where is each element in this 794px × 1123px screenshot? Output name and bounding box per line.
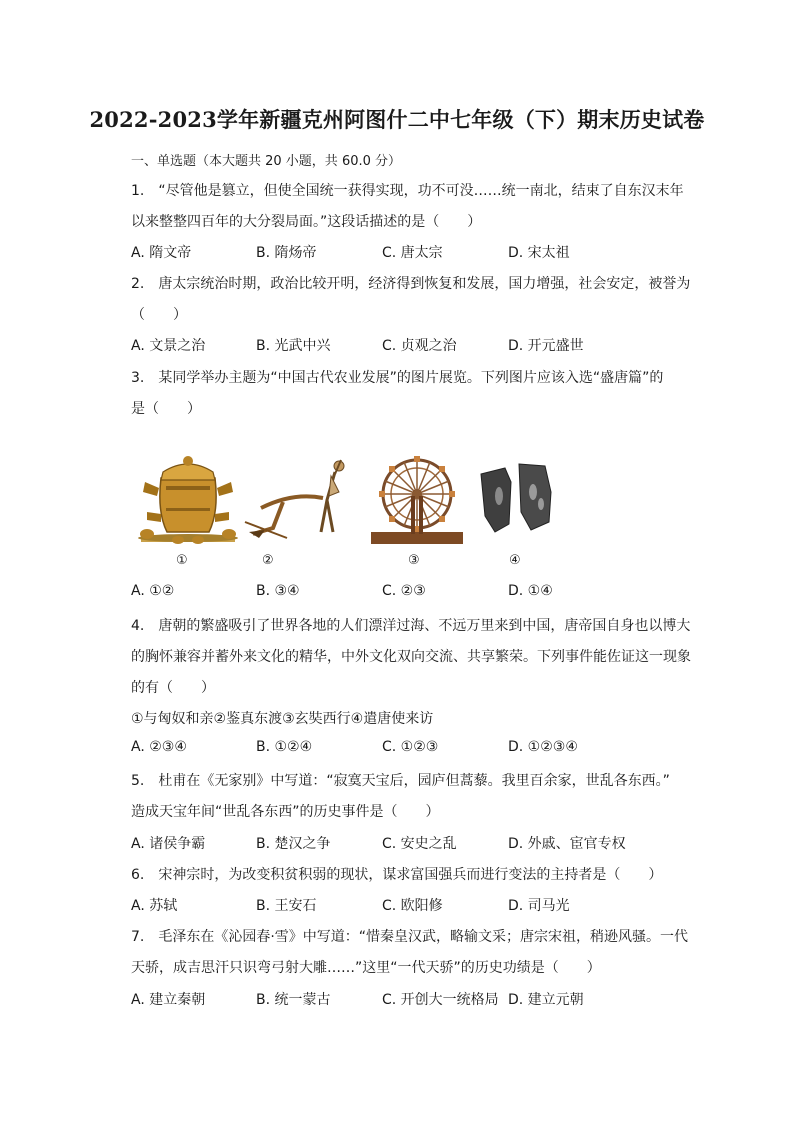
option-c[interactable]: C. 安史之乱 — [382, 836, 457, 852]
option-b[interactable]: B. 隋炀帝 — [256, 245, 317, 261]
option-b[interactable]: B. 统一蒙古 — [256, 992, 331, 1008]
question-2-line-2: （ ） — [131, 307, 187, 323]
option-a[interactable]: A. 苏轼 — [131, 898, 178, 914]
section-heading: 一、单选题（本大题共 20 小题，共 60.0 分） — [131, 154, 402, 169]
question-4-statements: ①与匈奴和亲②鉴真东渡③玄奘西行④遣唐使来访 — [131, 711, 434, 727]
question-5-line-2: 造成天宝年间“世乱各东西”的历史事件是（ ） — [131, 804, 440, 820]
seismograph-image — [133, 452, 243, 550]
question-6-line-1: 6. 宋神宗时，为改变积贫积弱的现状，谋求富国强兵而进行变法的主持者是（ ） — [131, 867, 663, 883]
question-7-line-1: 7. 毛泽东在《沁园春·雪》中写道：“惜秦皇汉武，略输文采；唐宗宋祖，稍逊风骚。一代 — [131, 929, 689, 945]
option-c[interactable]: C. 欧阳修 — [382, 898, 443, 914]
option-b[interactable]: B. 王安石 — [256, 898, 317, 914]
option-d[interactable]: D. ①②③④ — [508, 739, 578, 755]
question-3-line-1: 3. 某同学举办主题为“中国古代农业发展”的图片展览。下列图片应该入选“盛唐篇”的 — [131, 370, 664, 386]
question-4-line-3: 的有（ ） — [131, 680, 215, 696]
option-d[interactable]: D. 宋太祖 — [508, 245, 570, 261]
question-4-line-1: 4. 唐朝的繁盛吸引了世界各地的人们漂洋过海、不远万里来到中国，唐帝国自身也以博大 — [131, 618, 691, 634]
question-2-line-1: 2. 唐太宗统治时期，政治比较开明，经济得到恢复和发展，国力增强，社会安定，被誉为 — [131, 276, 691, 292]
option-b[interactable]: B. 楚汉之争 — [256, 836, 331, 852]
figure-caption-3: ③ — [408, 553, 420, 568]
option-b[interactable]: B. ③④ — [256, 583, 300, 599]
question-3-line-2: 是（ ） — [131, 401, 201, 417]
option-c[interactable]: C. ②③ — [382, 583, 426, 599]
figure-caption-1: ① — [176, 553, 188, 568]
option-a[interactable]: A. 隋文帝 — [131, 245, 192, 261]
option-b[interactable]: B. 光武中兴 — [256, 338, 331, 354]
question-4-line-2: 的胸怀兼容并蓄外来文化的精华，中外文化双向交流、共享繁荣。下列事件能佐证这一现象 — [131, 649, 691, 665]
curved-plow-image — [243, 452, 355, 550]
option-a[interactable]: A. 建立秦朝 — [131, 992, 206, 1008]
option-d[interactable]: D. ①④ — [508, 583, 553, 599]
question-1-line-1: 1. “尽管他是篡立，但使全国统一获得实现，功不可没……统一南北，结束了自东汉末年 — [131, 183, 684, 199]
question-7-line-2: 天骄，成吉思汗只识弯弓射大雕……”这里“一代天骄”的历史功绩是（ ） — [131, 960, 601, 976]
option-c[interactable]: C. ①②③ — [382, 739, 439, 755]
option-d[interactable]: D. 建立元朝 — [508, 992, 584, 1008]
question-5-line-1: 5. 杜甫在《无家别》中写道：“寂寞天宝后，园庐但蒿藜。我里百余家，世乱各东西。” — [131, 773, 670, 789]
page-title: 2022-2023学年新疆克州阿图什二中七年级（下）期末历史试卷 — [89, 107, 705, 132]
option-b[interactable]: B. ①②④ — [256, 739, 313, 755]
option-a[interactable]: A. 文景之治 — [131, 338, 206, 354]
option-c[interactable]: C. 开创大一统格局 — [382, 992, 499, 1008]
figure-caption-4: ④ — [509, 553, 521, 568]
figure-caption-2: ② — [262, 553, 274, 568]
iron-tools-image — [471, 452, 563, 550]
option-c[interactable]: C. 唐太宗 — [382, 245, 443, 261]
option-d[interactable]: D. 开元盛世 — [508, 338, 584, 354]
option-d[interactable]: D. 司马光 — [508, 898, 570, 914]
question-3-figure — [131, 452, 571, 572]
option-a[interactable]: A. 诸侯争霸 — [131, 836, 206, 852]
water-wheel-image — [367, 452, 467, 550]
option-c[interactable]: C. 贞观之治 — [382, 338, 457, 354]
option-a[interactable]: A. ①② — [131, 583, 175, 599]
option-d[interactable]: D. 外戚、宦官专权 — [508, 836, 626, 852]
question-1-line-2: 以来整整四百年的大分裂局面。”这段话描述的是（ ） — [131, 214, 482, 230]
option-a[interactable]: A. ②③④ — [131, 739, 187, 755]
